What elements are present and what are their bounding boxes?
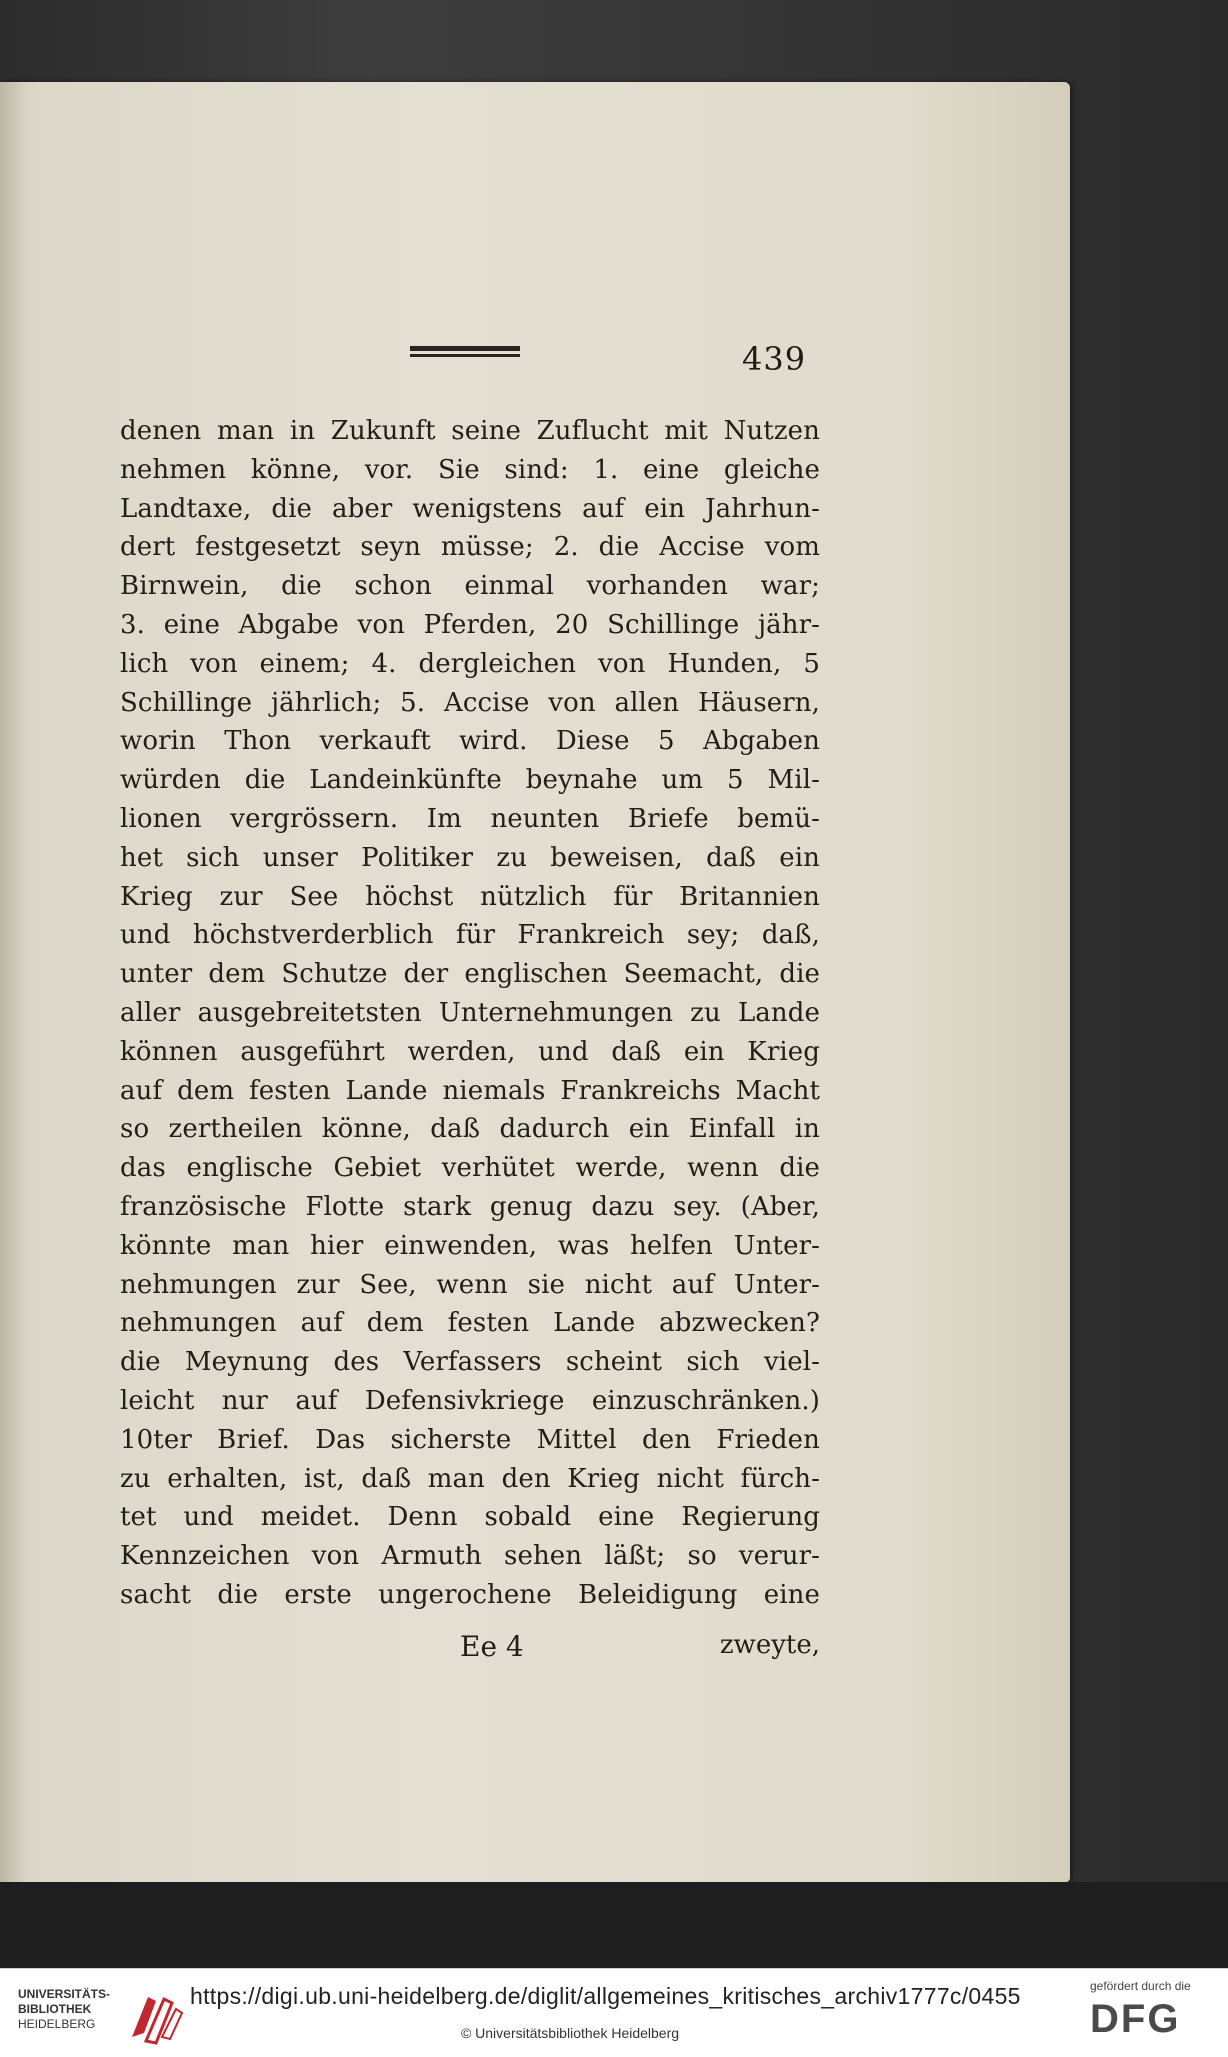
- text-line: Kennzeichen von Armuth sehen läßt; so verur-: [120, 1541, 820, 1572]
- library-logo[interactable]: [18, 1987, 188, 2045]
- scan-bottom-margin: [0, 1882, 1228, 1968]
- text-line: lionen vergrössern. Im neunten Briefe bemü-: [120, 803, 820, 834]
- funder-badge[interactable]: [1090, 1979, 1220, 2049]
- text-line: nehmungen zur See, wenn sie nicht auf Unter-: [120, 1269, 820, 1300]
- text-line: lich von einem; 4. dergleichen von Hunden, 5: [120, 648, 820, 679]
- text-line: und höchstverderblich für Frankreich sey; daß,: [120, 920, 820, 951]
- text-line: nehmungen auf dem festen Lande abzwecken?: [120, 1308, 820, 1339]
- text-line: sacht die erste ungerochene Beleidigung eine: [120, 1579, 820, 1610]
- text-line: dert festgesetzt seyn müsse; 2. die Accise vom: [120, 532, 820, 563]
- text-line: zu erhalten, ist, daß man den Krieg nicht fürch-: [120, 1463, 820, 1494]
- text-line: könnte man hier einwenden, was helfen Unter-: [120, 1230, 820, 1261]
- page-gutter-shadow: [0, 82, 26, 1882]
- text-line: denen man in Zukunft seine Zuflucht mit Nutzen: [120, 416, 820, 446]
- library-name-line: BIBLIOTHEK: [18, 2002, 92, 2016]
- text-line: worin Thon verkauft wird. Diese 5 Abgaben: [120, 726, 820, 757]
- text-line: die Meynung des Verfassers scheint sich viel-: [120, 1347, 820, 1378]
- copyright-notice: © Universitätsbibliothek Heidelberg: [460, 2025, 680, 2041]
- text-line: tet und meidet. Denn sobald eine Regierung: [120, 1502, 820, 1533]
- library-name-line: UNIVERSITÄTS-: [18, 1987, 111, 2001]
- text-line: können ausgeführt werden, und daß ein Krieg: [120, 1036, 820, 1067]
- text-line: würden die Landeinkünfte beynahe um 5 Mil-: [120, 765, 820, 796]
- header-ornament-rule: [410, 346, 520, 360]
- text-line: 3. eine Abgabe von Pferden, 20 Schillinge jähr-: [120, 609, 820, 640]
- text-line: so zertheilen könne, daß dadurch ein Einfall in: [120, 1114, 820, 1145]
- library-name-line: HEIDELBERG: [18, 2017, 96, 2031]
- footer-bar: [0, 1968, 1228, 2057]
- text-line: Birnwein, die schon einmal vorhanden war;: [120, 571, 820, 602]
- signature-mark: Ee 4: [460, 1630, 524, 1663]
- text-line: auf dem festen Lande niemals Frankreichs Macht: [120, 1075, 820, 1106]
- running-head: [120, 262, 820, 378]
- text-line: unter dem Schutze der englischen Seemacht, die: [120, 959, 820, 990]
- text-line: leicht nur auf Defensivkriege einzuschränken.): [120, 1385, 820, 1416]
- text-line: 10ter Brief. Das sicherste Mittel den Frieden: [120, 1424, 820, 1455]
- dfg-logo-icon: DFG: [1090, 1997, 1181, 2041]
- text-line: nehmen könne, vor. Sie sind: 1. eine gleiche: [120, 454, 820, 485]
- catchword: zweyte,: [719, 1630, 820, 1660]
- library-emblem-icon: [126, 1991, 186, 2045]
- text-line: französische Flotte stark genug dazu sey. (Aber,: [120, 1191, 820, 1222]
- text-line: het sich unser Politiker zu beweisen, daß ein: [120, 842, 820, 873]
- book-page: [0, 82, 1070, 1882]
- permalink-url[interactable]: https://digi.ub.uni-heidelberg.de/diglit/allgemeines_kritisches_archiv1777c/0455: [190, 1983, 1021, 2009]
- text-line: aller ausgebreitetsten Unternehmungen zu Lande: [120, 997, 820, 1028]
- funding-caption: gefördert durch die: [1090, 1979, 1191, 1993]
- signature-line: [120, 1630, 820, 1670]
- library-name: [18, 1987, 130, 2032]
- text-line: Krieg zur See höchst nützlich für Britannien: [120, 881, 820, 912]
- page-number: 439: [742, 340, 807, 378]
- body-text: [120, 412, 820, 1615]
- text-line: Schillinge jährlich; 5. Accise von allen Häusern,: [120, 687, 820, 718]
- text-line: Landtaxe, die aber wenigstens auf ein Jahrhun-: [120, 493, 820, 524]
- text-line: das englische Gebiet verhütet werde, wenn die: [120, 1153, 820, 1184]
